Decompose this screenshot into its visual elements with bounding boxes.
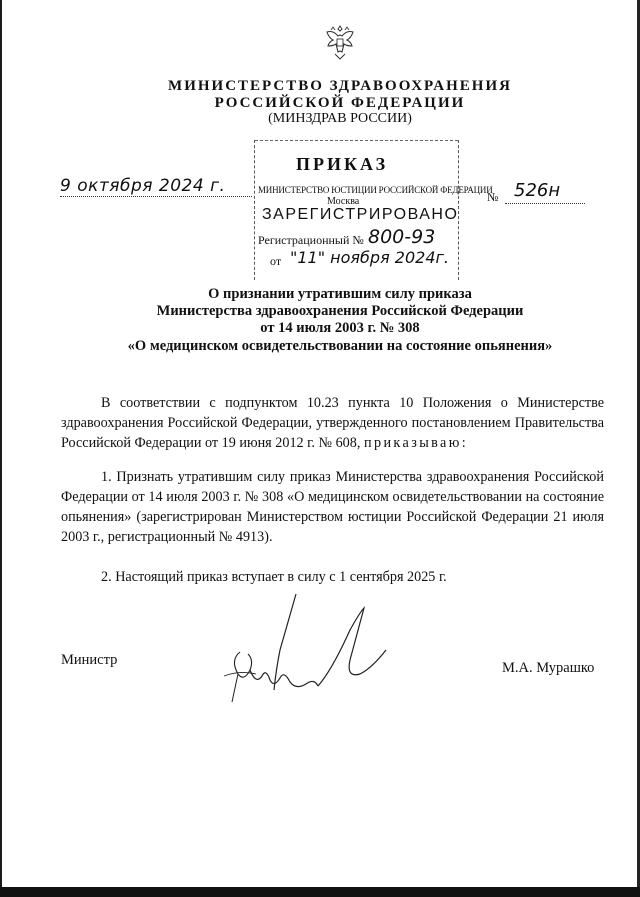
clause-2: 2. Настоящий приказ вступает в силу с 1 сентября 2025 г. (101, 569, 447, 585)
scan-left-edge (0, 0, 2, 897)
handwritten-signature (210, 590, 390, 710)
ministry-name-line2: РОССИЙСКОЙ ФЕДЕРАЦИИ (214, 95, 466, 111)
stamp-registered: ЗАРЕГИСТРИРОВАНО (262, 206, 459, 223)
ministry-name-line1: МИНИСТЕРСТВО ЗДРАВООХРАНЕНИЯ (168, 78, 512, 94)
preamble-paragraph (61, 393, 604, 453)
clause-1: 1. Признать утратившим силу приказ Министерства здравоохранения Российской Федерации от 14 июля 2003 г. № 308 «О медицинском освидетельствовании на состояние опьянения» (зарегистрирован Министерством юстиции Российской Федерации 21 июля 2003 г., регистрационный № 4913). (61, 469, 604, 545)
document-date: 9 октября 2024 г. (60, 176, 226, 196)
ministry-short-name: (МИНЗДРАВ РОССИИ) (268, 111, 412, 126)
title-line2: Министерства здравоохранения Российской Федерации (156, 303, 524, 319)
title-line1: О признании утратившим силу приказа (208, 286, 472, 302)
stamp-organization: МИНИСТЕРСТВО ЮСТИЦИИ РОССИЙСКОЙ ФЕДЕРАЦИИ (258, 185, 493, 195)
stamp-reg-date: "11" ноября 2024г. (290, 248, 449, 267)
document-type: ПРИКАЗ (296, 154, 389, 174)
signatory-role: Министр (61, 652, 118, 668)
order-action: приказываю: (363, 435, 469, 451)
title-line3: от 14 июля 2003 г. № 308 (260, 320, 420, 336)
signatory-name: М.А. Мурашко (502, 660, 595, 676)
coat-of-arms-icon (319, 22, 361, 64)
document-number-sign: № (487, 190, 499, 204)
date-underline (60, 196, 252, 197)
stamp-city: Москва (327, 196, 360, 207)
number-underline (505, 203, 585, 204)
stamp-reg-number: 800-93 (368, 226, 436, 248)
stamp-reg-label: Регистрационный № (258, 233, 364, 247)
preamble-text: В соответствии с подпунктом 10.23 пункта 10 Положения о Министерстве здравоохранения Российской Федерации, утвержденного постановлением Правительства Российской Федерации от 19 июня 2012 г. № 608, (61, 395, 604, 451)
stamp-date-label: от (270, 254, 282, 268)
title-line4: «О медицинском освидетельствовании на состояние опьянения» (127, 338, 553, 354)
document-number: 526н (514, 180, 561, 201)
scan-bottom-edge (0, 887, 640, 897)
